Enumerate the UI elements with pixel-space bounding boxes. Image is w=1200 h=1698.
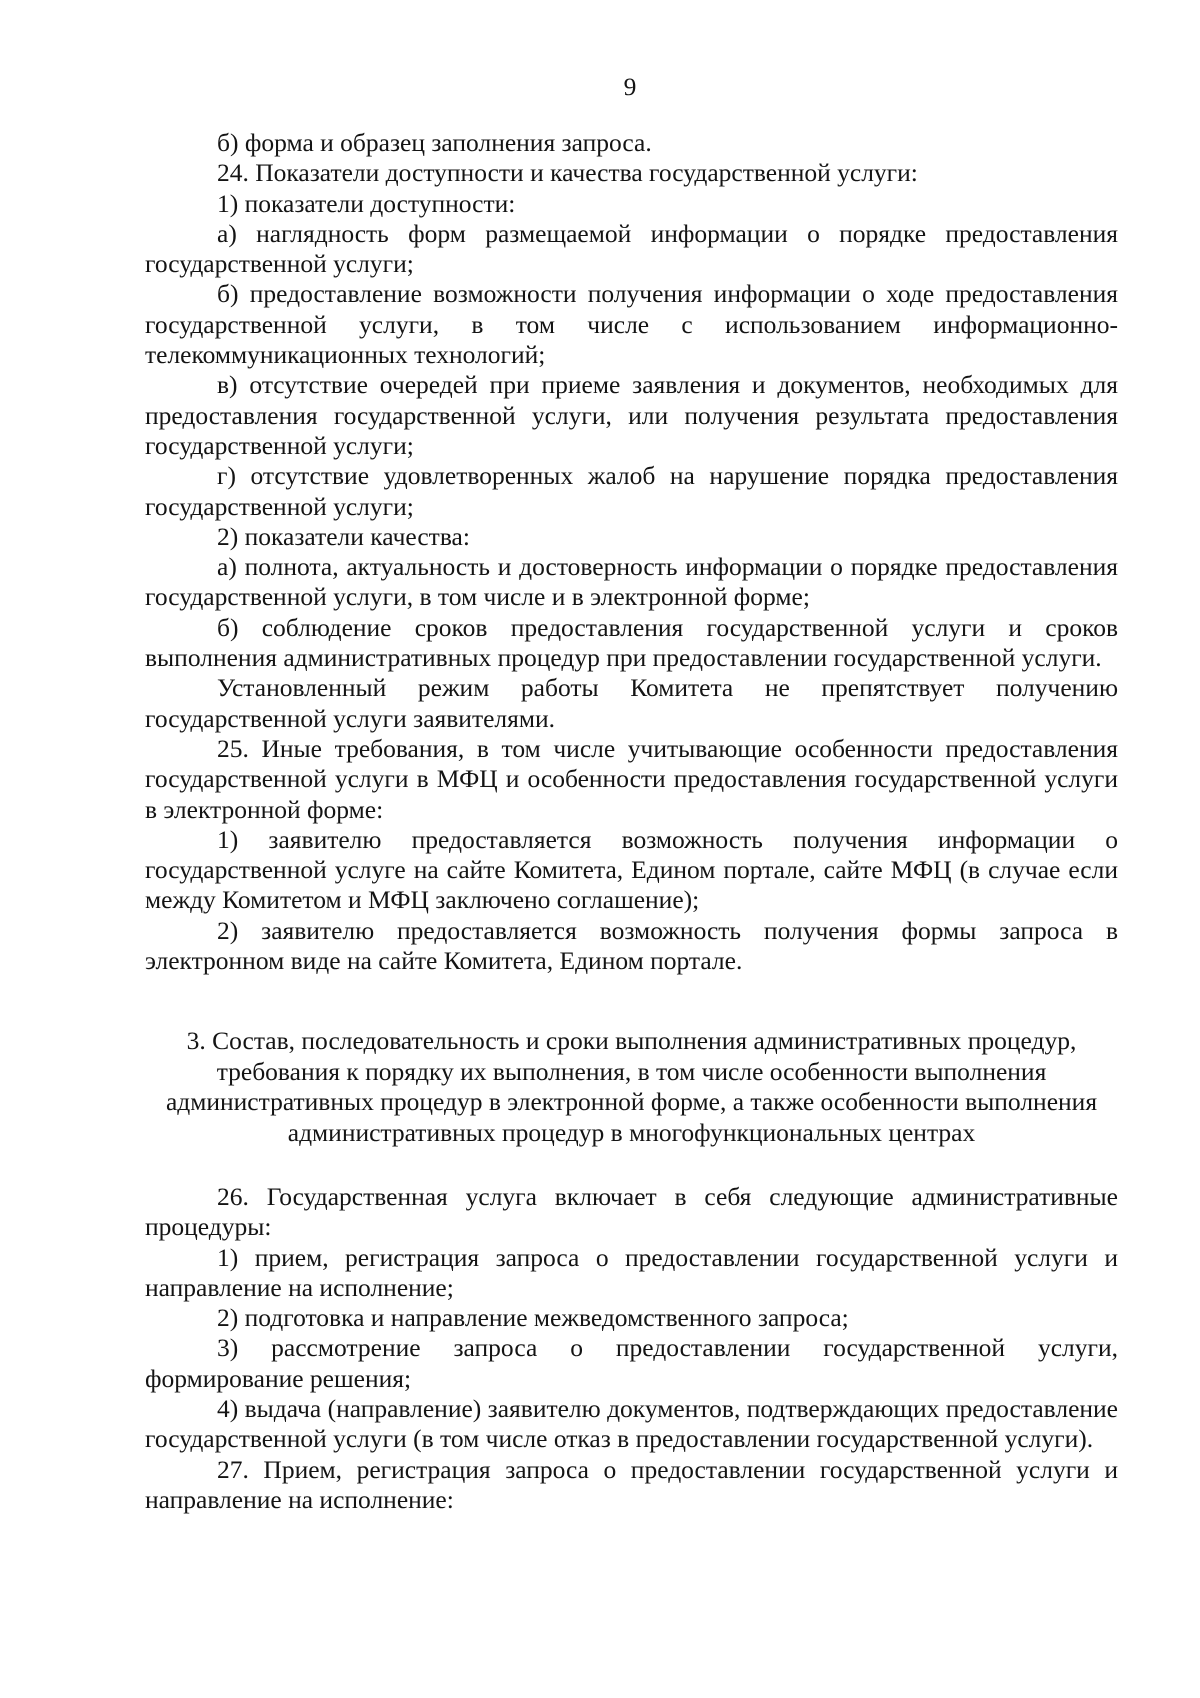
section-heading-line: административных процедур в электронной форме, а также особенности выполнения	[165, 1087, 1098, 1116]
paragraph-25-item-1: 1) заявителю предоставляется возможность получения информации о государственной услуге на сайте Комитета, Едином портале, сайте МФЦ (в случае если между Комитетом и МФЦ заключено соглашение);	[145, 824, 1118, 915]
body-text-top	[145, 128, 1118, 976]
body-text-bottom	[145, 1182, 1118, 1515]
paragraph-quality-indicators: 2) показатели качества:	[217, 521, 470, 551]
paragraph-25-heading: 25. Иные требования, в том числе учитывающие особенности предоставления государственной услуги в МФЦ и особенности предоставления государственной услуги в электронной форме:	[145, 733, 1118, 824]
paragraph-26-item-4: 4) выдача (направление) заявителю документов, подтверждающих предоставление государственной услуги (в том числе отказ в предоставлении государственной услуги).	[145, 1394, 1118, 1454]
section-heading-line: 3. Состав, последовательность и сроки выполнения административных процедур,	[186, 1026, 1077, 1055]
paragraph-availability-c: в) отсутствие очередей при приеме заявления и документов, необходимых для предоставления государственной услуги, или получения результата предоставления государственной услуги;	[145, 370, 1118, 460]
page-number: 9	[623, 72, 637, 101]
paragraph-26-heading: 26. Государственная услуга включает в себя следующие административные процедуры:	[145, 1182, 1118, 1242]
section-heading-line: требования к порядку их выполнения, в том числе особенности выполнения	[216, 1056, 1047, 1086]
paragraph-availability-d: г) отсутствие удовлетворенных жалоб на нарушение порядка предоставления государственной услуги;	[145, 461, 1118, 521]
paragraph-27-heading: 27. Прием, регистрация запроса о предоставлении государственной услуги и направление на исполнение:	[145, 1454, 1118, 1514]
paragraph-26-item-1: 1) прием, регистрация запроса о предоставлении государственной услуги и направление на исполнение;	[145, 1242, 1118, 1302]
paragraph-26-item-2: 2) подготовка и направление межведомственного запроса;	[217, 1303, 849, 1333]
paragraph-25-item-2: 2) заявителю предоставляется возможность получения формы запроса в электронном виде на сайте Комитета, Едином портале.	[145, 915, 1118, 976]
section-heading-line: административных процедур в многофункциональных центрах	[287, 1117, 976, 1147]
paragraph-work-schedule: Установленный режим работы Комитета не препятствует получению государственной услуги заявителями.	[145, 673, 1118, 733]
paragraph-availability-b: б) предоставление возможности получения информации о ходе предоставления государственной услуги, в том числе с использованием информационно-телекоммуникационных технологий;	[145, 279, 1118, 370]
section-3-heading	[145, 1026, 1118, 1148]
paragraph-quality-a: а) полнота, актуальность и достоверность информации о порядке предоставления государственной услуги, в том числе и в электронной форме;	[145, 552, 1118, 612]
paragraph-quality-b: б) соблюдение сроков предоставления государственной услуги и сроков выполнения административных процедур при предоставлении государственной услуги.	[145, 612, 1118, 673]
paragraph-26-item-3: 3) рассмотрение запроса о предоставлении государственной услуги, формирование решения;	[145, 1333, 1118, 1393]
paragraph-availability-indicators: 1) показатели доступности:	[217, 188, 516, 218]
paragraph-availability-a: а) наглядность форм размещаемой информации о порядке предоставления государственной услуги;	[145, 218, 1118, 279]
paragraph-form-sample: б) форма и образец заполнения запроса.	[217, 128, 652, 157]
paragraph-24-heading: 24. Показатели доступности и качества государственной услуги:	[217, 158, 918, 188]
